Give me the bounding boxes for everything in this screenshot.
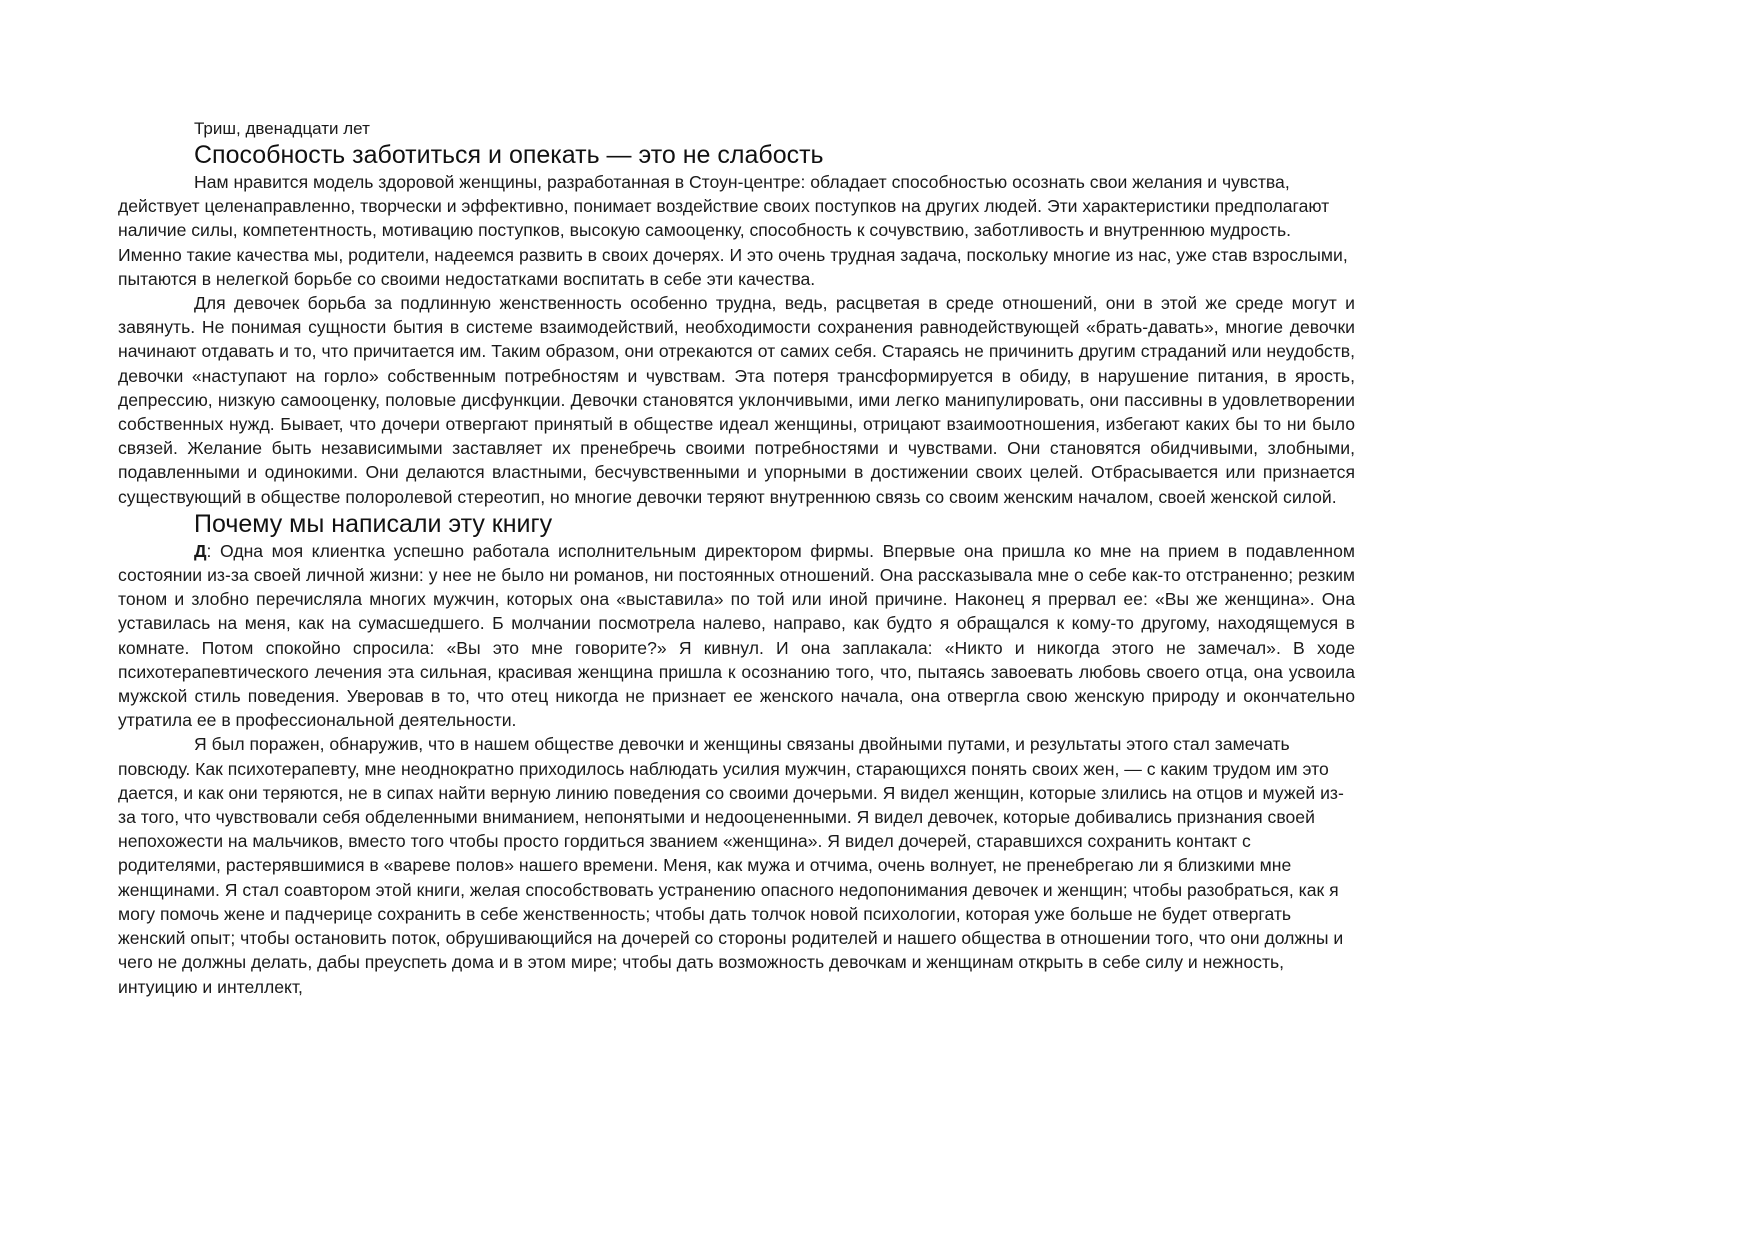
photo-caption: Триш, двенадцати лет — [194, 119, 370, 138]
section-heading-care: Способность заботиться и опекать — это не слабость — [194, 141, 824, 169]
paragraph-client-story — [118, 539, 1355, 733]
paragraph-client-story-text: : Одна моя клиентка успешно работала исполнительным директором фирмы. Впервые она пришла ко мне на прием в подавленном состоянии из-за своей личной жизни: у нее не было ни романов, ни постоянных отношений. Она рассказывала мне о себе как-то отстраненно; резким тоном и злобно перечисляла многих мужчин, которых она «выставила» по той или иной причине. Наконец я прервал ее: «Вы же женщина». Она уставилась на меня, как на сумасшедшего. Б молчании посмотрела налево, направо, как будто я обращался к кому-то другому, находящемуся в комнате. Потом спокойно спросила: «Вы это мне говорите?» Я кивнул. И она заплакала: «Никто и никогда этого не замечал». В ходе психотерапевтического лечения эта сильная, красивая женщина пришла к осознанию того, что, пытаясь завоевать любовь своего отца, она усвоила мужской стиль поведения. Уверовав в то, что отец никогда не признает ее женского начала, она отвергла свою женскую природу и окончательно утратила ее в профессиональной деятельности. — [118, 540, 1355, 731]
book-page — [118, 118, 1355, 999]
speaker-initial: Д — [194, 540, 207, 561]
paragraph-healthy-woman-model: Нам нравится модель здоровой женщины, разработанная в Стоун-центре: обладает способностью осознать свои желания и чувства, действует целенаправленно, творчески и эффективно, понимает воздействие своих поступков на других людей. Эти характеристики предполагают наличие силы, компетентность, мотивацию поступков, высокую самооценку, способность к сочувствию, заботливость и внутреннюю мудрость. Именно такие качества мы, родители, надеемся развить в своих дочерях. И это очень трудная задача, поскольку многие из нас, уже став взрослыми, пытаются в нелегкой борьбе со своими недостатками воспитать в себе эти качества. — [118, 172, 1348, 289]
paragraph-author-motivation: Я был поражен, обнаружив, что в нашем обществе девочки и женщины связаны двойными путами, и результаты этого стал замечать повсюду. Как психотерапевту, мне неоднократно приходилось наблюдать усилия мужчин, старающихся понять своих жен, — с каким трудом им это дается, и как они теряются, не в сипах найти верную линию поведения со своими дочерьми. Я видел женщин, которые злились на отцов и мужей из-за того, что чувствовали себя обделенными вниманием, непонятыми и недооцененными. Я видел девочек, которые добивались признания своей непохожести на мальчиков, вместо того чтобы просто гордиться званием «женщина». Я видел дочерей, старавшихся сохранить контакт с родителями, растерявшимися в «вареве полов» нашего времени. Меня, как мужа и отчима, очень волнует, не пренебрегаю ли я близкими мне женщинами. Я стал соавтором этой книги, желая способствовать устранению опасного недопонимания девочек и женщин; чтобы разобраться, как я могу помочь жене и падчерице сохранить в себе женственность; чтобы дать толчок новой психологии, которая уже больше не будет отвергать женский опыт; чтобы остановить поток, обрушивающийся на дочерей со стороны родителей и нашего общества в отношении того, что они должны и чего не должны делать, дабы преуспеть дома и в этом мире; чтобы дать возможность девочкам и женщинам открыть в себе силу и нежность, интуицию и интеллект, — [118, 734, 1344, 997]
paragraph-girls-struggle: Для девочек борьба за подлинную женственность особенно трудна, ведь, расцветая в среде отношений, они в этой же среде могут и завянуть. Не понимая сущности бытия в системе взаимодействий, необходимости сохранения равнодействующей «брать-давать», многие девочки начинают отдавать и то, что причитается им. Таким образом, они отрекаются от самих себя. Стараясь не причинить другим страданий или неудобств, девочки «наступают на горло» собственным потребностям и чувствам. Эта потеря трансформируется в обиду, в нарушение питания, в ярость, депрессию, низкую самооценку, половые дисфункции. Девочки становятся уклончивыми, ими легко манипулировать, они пассивны в удовлетворении собственных нужд. Бывает, что дочери отвергают принятый в обществе идеал женщины, отрицают взаимоотношения, избегают каких бы то ни было связей. Желание быть независимыми заставляет их пренебречь своими потребностями и чувствами. Они становятся обидчивыми, злобными, подавленными и одинокими. Они делаются властными, бесчувственными и упорными в достижении своих целей. Отбрасывается или признается существующий в обществе полоролевой стереотип, но многие девочки теряют внутреннюю связь со своим женским началом, своей женской силой. — [118, 293, 1355, 507]
section-heading-why-book: Почему мы написали эту книгу — [194, 509, 553, 538]
